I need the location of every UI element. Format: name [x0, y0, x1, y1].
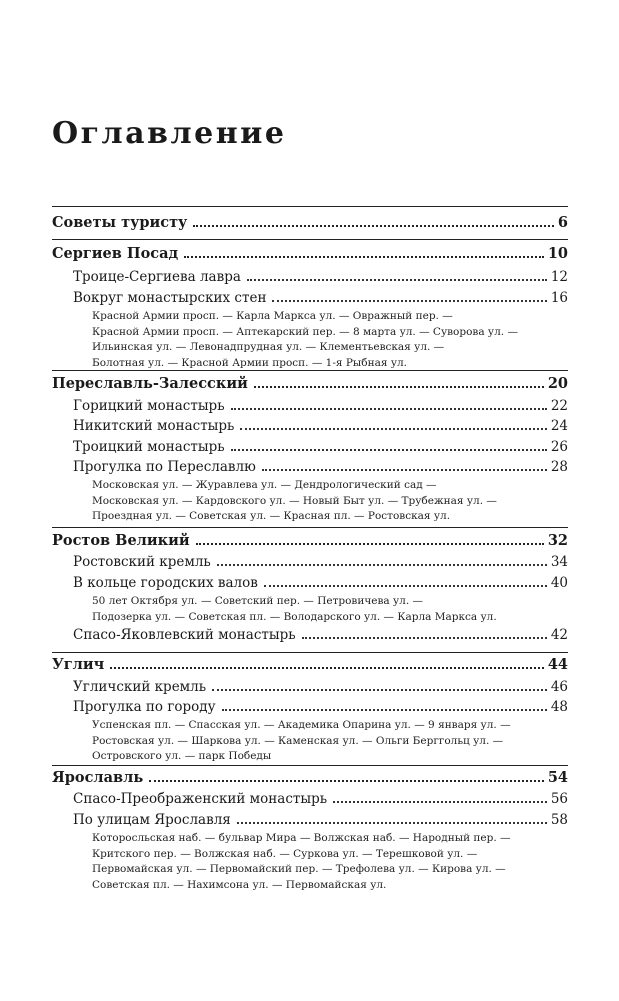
dot-leader — [240, 428, 546, 430]
dot-leader — [254, 386, 544, 388]
dot-leader — [231, 449, 547, 451]
section-title: Сергиев Посад — [52, 245, 179, 262]
item-title: Спасо-Преображенский монастырь — [73, 791, 328, 807]
street-line: Красной Армии просп. — Карла Маркса ул. — Овражный пер. — — [92, 310, 453, 322]
page-number: 42 — [550, 627, 568, 643]
toc-item[interactable] — [73, 459, 568, 475]
street-line: Красной Армии просп. — Аптекарский пер. — 8 марта ул. — Суворова ул. — — [92, 325, 518, 338]
toc-item[interactable] — [73, 554, 568, 570]
dot-leader — [264, 585, 547, 587]
page-number: 20 — [547, 375, 568, 392]
dot-leader — [149, 780, 544, 782]
page-number: 44 — [547, 656, 568, 673]
toc-item[interactable] — [73, 439, 568, 455]
section-title: Углич — [52, 656, 105, 673]
page-title: Оглавление — [52, 116, 287, 151]
toc-section-uglich[interactable] — [52, 656, 568, 673]
street-line: Подозерка ул. — Советская пл. — Володарского ул. — Карла Маркса ул. — [92, 610, 497, 623]
page-number: 12 — [550, 269, 568, 285]
toc-item[interactable] — [73, 627, 568, 643]
street-line: 50 лет Октября ул. — Советский пер. — Петровичева ул. — — [92, 595, 424, 607]
street-line: Московская ул. — Кардовского ул. — Новый Быт ул. — Трубежная ул. — — [92, 494, 497, 507]
toc-item[interactable] — [73, 269, 568, 285]
page-number: 24 — [550, 418, 568, 434]
dot-leader — [272, 300, 546, 302]
dot-leader — [333, 801, 547, 803]
item-title: Угличский кремль — [73, 679, 207, 695]
item-title: Горицкий монастырь — [73, 398, 225, 414]
dot-leader — [302, 637, 547, 639]
street-line: Московская ул. — Журавлева ул. — Дендрологический сад — — [92, 479, 437, 491]
page-number: 22 — [550, 398, 568, 414]
page-number: 54 — [547, 769, 568, 786]
toc-item[interactable] — [73, 290, 568, 306]
section-title: Советы туристу — [52, 214, 188, 231]
item-title: Ростовский кремль — [73, 554, 211, 570]
street-line: Первомайская ул. — Первомайский пер. — Трефолева ул. — Кирова ул. — — [92, 863, 506, 875]
item-title: Прогулка по Переславлю — [73, 459, 256, 475]
toc-item[interactable] — [73, 679, 568, 695]
toc-item[interactable] — [73, 699, 568, 715]
section-rule — [52, 652, 568, 653]
toc-item[interactable] — [73, 791, 568, 807]
toc-section-pereslavl[interactable] — [52, 375, 568, 392]
section-rule — [52, 370, 568, 371]
street-list — [92, 309, 552, 371]
page-number: 56 — [550, 791, 568, 807]
page-number: 48 — [550, 699, 568, 715]
page-number: 6 — [557, 214, 568, 231]
street-list — [92, 718, 552, 765]
item-title: Прогулка по городу — [73, 699, 216, 715]
dot-leader — [237, 822, 547, 824]
section-rule — [52, 765, 568, 766]
street-line: Болотная ул. — Красной Армии просп. — 1-я Рыбная ул. — [92, 356, 408, 369]
dot-leader — [212, 689, 547, 691]
section-rule — [52, 239, 568, 240]
item-title: Спасо-Яковлевский монастырь — [73, 627, 296, 643]
street-line: Ростовская ул. — Шаркова ул. — Каменская ул. — Ольги Берггольц ул. — — [92, 734, 504, 747]
dot-leader — [217, 564, 547, 566]
page-number: 26 — [550, 439, 568, 455]
street-line: Островского ул. — парк Победы — [92, 750, 272, 762]
item-title: По улицам Ярославля — [73, 812, 231, 828]
dot-leader — [184, 256, 544, 258]
page-number: 10 — [547, 245, 568, 262]
page-number: 40 — [550, 575, 568, 591]
street-list — [92, 594, 552, 625]
section-title: Ростов Великий — [52, 532, 190, 549]
toc-section-yaroslavl[interactable] — [52, 769, 568, 786]
item-title: Троице-Сергиева лавра — [73, 269, 241, 285]
street-line: Проездная ул. — Советская ул. — Красная пл. — Ростовская ул. — [92, 510, 451, 522]
dot-leader — [196, 543, 544, 545]
street-line: Советская пл. — Нахимсона ул. — Первомайская ул. — [92, 878, 387, 891]
page-number: 16 — [550, 290, 568, 306]
section-rule — [52, 206, 568, 207]
street-line: Которосльская наб. — бульвар Мира — Волжская наб. — Народный пер. — — [92, 832, 511, 844]
dot-leader — [110, 667, 544, 669]
page-number: 28 — [550, 459, 568, 475]
page-number: 32 — [547, 532, 568, 549]
item-title: Вокруг монастырских стен — [73, 290, 267, 306]
toc-item[interactable] — [73, 575, 568, 591]
toc-item[interactable] — [73, 812, 568, 828]
toc-section-sovety[interactable] — [52, 214, 568, 231]
dot-leader — [193, 225, 554, 227]
dot-leader — [222, 709, 547, 711]
street-line: Ильинская ул. — Левонадпрудная ул. — Клементьевская ул. — — [92, 341, 445, 353]
page-number: 34 — [550, 554, 568, 570]
toc-section-rostov[interactable] — [52, 532, 568, 549]
item-title: В кольце городских валов — [73, 575, 258, 591]
toc-item[interactable] — [73, 398, 568, 414]
page-number: 58 — [550, 812, 568, 828]
dot-leader — [247, 279, 547, 281]
page-number: 46 — [550, 679, 568, 695]
street-list — [92, 478, 552, 525]
toc-section-sergiev-posad[interactable] — [52, 245, 568, 262]
dot-leader — [231, 408, 547, 410]
item-title: Никитский монастырь — [73, 418, 235, 434]
street-line: Критского пер. — Волжская наб. — Суркова ул. — Терешковой ул. — — [92, 847, 478, 860]
section-title: Ярославль — [52, 769, 144, 786]
section-rule — [52, 527, 568, 528]
dot-leader — [262, 469, 547, 471]
street-line: Успенская пл. — Спасская ул. — Академика Опарина ул. — 9 января ул. — — [92, 719, 511, 731]
item-title: Троицкий монастырь — [73, 439, 225, 455]
section-title: Переславль-Залесский — [52, 375, 248, 392]
toc-item[interactable] — [73, 418, 568, 434]
street-list — [92, 831, 552, 893]
